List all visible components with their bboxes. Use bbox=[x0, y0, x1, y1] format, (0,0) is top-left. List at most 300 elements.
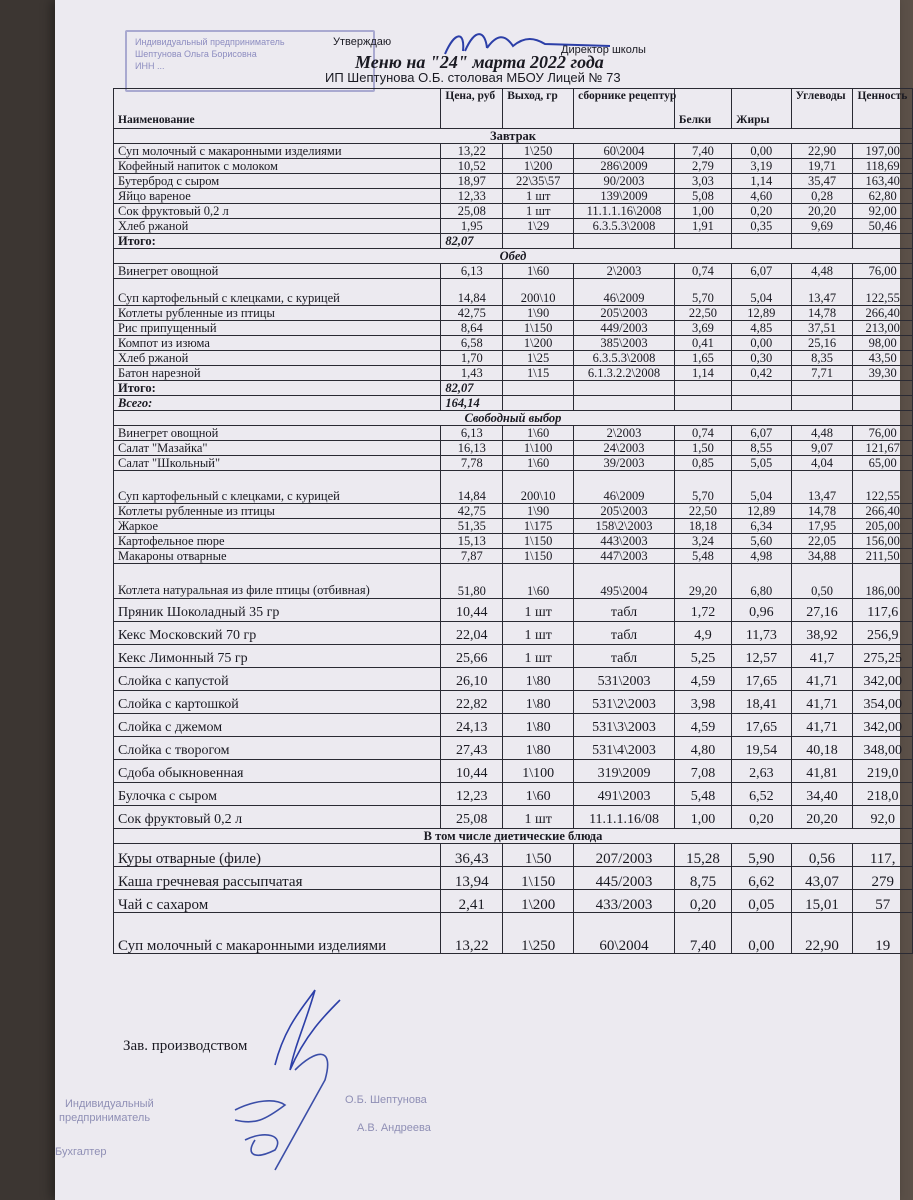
total-row bbox=[114, 396, 913, 411]
price-cell: 14,84 bbox=[441, 279, 503, 306]
carbs-cell: 20,20 bbox=[791, 204, 853, 219]
empty-cell bbox=[732, 396, 792, 411]
empty-cell bbox=[853, 234, 913, 249]
fat-cell: 4,85 bbox=[732, 321, 792, 336]
energy-cell: 354,00 bbox=[853, 691, 913, 714]
dish-name-cell: Котлеты рубленные из птицы bbox=[114, 504, 441, 519]
carbs-cell: 43,07 bbox=[791, 867, 853, 890]
fat-cell: 6,62 bbox=[732, 867, 792, 890]
energy-cell: 76,00 bbox=[853, 426, 913, 441]
price-cell: 8,64 bbox=[441, 321, 503, 336]
recipe-cell: 207/2003 bbox=[574, 844, 675, 867]
output-cell: 1\175 bbox=[503, 519, 574, 534]
dish-name-cell: Слойка с картошкой bbox=[114, 691, 441, 714]
total-row bbox=[114, 381, 913, 396]
energy-cell: 279 bbox=[853, 867, 913, 890]
table-row bbox=[114, 844, 913, 867]
output-cell: 1\150 bbox=[503, 534, 574, 549]
protein-cell: 22,50 bbox=[674, 504, 731, 519]
empty-cell bbox=[574, 234, 675, 249]
price-cell: 13,22 bbox=[441, 913, 503, 954]
energy-cell: 342,00 bbox=[853, 668, 913, 691]
carbs-cell: 17,95 bbox=[791, 519, 853, 534]
output-cell: 1\90 bbox=[503, 504, 574, 519]
output-cell: 1\200 bbox=[503, 336, 574, 351]
stamp-line: ИНН ... bbox=[135, 61, 165, 71]
recipe-cell: 60\2004 bbox=[574, 913, 675, 954]
recipe-cell: 60\2004 bbox=[574, 144, 675, 159]
recipe-cell: 2\2003 bbox=[574, 426, 675, 441]
table-row bbox=[114, 204, 913, 219]
fat-cell: 17,65 bbox=[732, 668, 792, 691]
carbs-cell: 22,05 bbox=[791, 534, 853, 549]
col-recipe: сборнике рецептур bbox=[574, 89, 675, 129]
price-cell: 15,13 bbox=[441, 534, 503, 549]
fat-cell: 18,41 bbox=[732, 691, 792, 714]
empty-cell bbox=[574, 381, 675, 396]
carbs-cell: 22,90 bbox=[791, 144, 853, 159]
carbs-cell: 9,69 bbox=[791, 219, 853, 234]
dish-name-cell: Батон нарезной bbox=[114, 366, 441, 381]
table-row bbox=[114, 174, 913, 189]
carbs-cell: 8,35 bbox=[791, 351, 853, 366]
head-of-production-label: Зав. производством bbox=[123, 1038, 248, 1054]
dish-name-cell: Кекс Лимонный 75 гр bbox=[114, 645, 441, 668]
price-cell: 13,94 bbox=[441, 867, 503, 890]
carbs-cell: 41,71 bbox=[791, 668, 853, 691]
fat-cell: 5,60 bbox=[732, 534, 792, 549]
empty-cell bbox=[503, 381, 574, 396]
energy-cell: 121,67 bbox=[853, 441, 913, 456]
empty-cell bbox=[732, 234, 792, 249]
output-cell: 1\150 bbox=[503, 549, 574, 564]
output-cell: 1\80 bbox=[503, 714, 574, 737]
table-row bbox=[114, 471, 913, 504]
dish-name-cell: Салат "Мазайка" bbox=[114, 441, 441, 456]
price-cell: 12,23 bbox=[441, 783, 503, 806]
energy-cell: 62,80 bbox=[853, 189, 913, 204]
fat-cell: 0,96 bbox=[732, 599, 792, 622]
page-title: Меню на "24" марта 2022 года bbox=[355, 52, 604, 72]
output-cell: 22\35\57 bbox=[503, 174, 574, 189]
recipe-cell: табл bbox=[574, 645, 675, 668]
protein-cell: 15,28 bbox=[674, 844, 731, 867]
empty-cell bbox=[791, 234, 853, 249]
carbs-cell: 0,28 bbox=[791, 189, 853, 204]
price-cell: 1,70 bbox=[441, 351, 503, 366]
recipe-cell: 447\2003 bbox=[574, 549, 675, 564]
energy-cell: 348,00 bbox=[853, 737, 913, 760]
recipe-cell: 6.1.3.2.2\2008 bbox=[574, 366, 675, 381]
total-label: Итого: bbox=[114, 381, 441, 396]
fat-cell: 0,05 bbox=[732, 890, 792, 913]
dish-name-cell: Картофельное пюре bbox=[114, 534, 441, 549]
dish-name-cell: Винегрет овощной bbox=[114, 264, 441, 279]
table-header-row bbox=[114, 89, 913, 129]
carbs-cell: 34,40 bbox=[791, 783, 853, 806]
protein-cell: 2,79 bbox=[674, 159, 731, 174]
price-cell: 42,75 bbox=[441, 504, 503, 519]
table-row bbox=[114, 599, 913, 622]
output-cell: 1 шт bbox=[503, 204, 574, 219]
protein-cell: 7,40 bbox=[674, 144, 731, 159]
total-row bbox=[114, 234, 913, 249]
recipe-cell: табл bbox=[574, 599, 675, 622]
empty-cell bbox=[791, 396, 853, 411]
energy-cell: 117,6 bbox=[853, 599, 913, 622]
dish-name-cell: Сок фруктовый 0,2 л bbox=[114, 204, 441, 219]
recipe-cell: 205\2003 bbox=[574, 306, 675, 321]
carbs-cell: 41,71 bbox=[791, 714, 853, 737]
energy-cell: 219,0 bbox=[853, 760, 913, 783]
table-row bbox=[114, 714, 913, 737]
price-cell: 6,13 bbox=[441, 264, 503, 279]
energy-cell: 218,0 bbox=[853, 783, 913, 806]
empty-cell bbox=[674, 396, 731, 411]
output-cell: 1\60 bbox=[503, 456, 574, 471]
table-row bbox=[114, 534, 913, 549]
total-label: Всего: bbox=[114, 396, 441, 411]
fat-cell: 17,65 bbox=[732, 714, 792, 737]
price-cell: 10,52 bbox=[441, 159, 503, 174]
table-row bbox=[114, 783, 913, 806]
carbs-cell: 20,20 bbox=[791, 806, 853, 829]
output-cell: 1\100 bbox=[503, 760, 574, 783]
protein-cell: 3,24 bbox=[674, 534, 731, 549]
recipe-cell: 46\2009 bbox=[574, 279, 675, 306]
price-cell: 14,84 bbox=[441, 471, 503, 504]
output-cell: 1 шт bbox=[503, 645, 574, 668]
protein-cell: 1,14 bbox=[674, 366, 731, 381]
price-cell: 7,78 bbox=[441, 456, 503, 471]
empty-cell bbox=[674, 234, 731, 249]
signer-name-1: О.Б. Шептунова bbox=[345, 1094, 427, 1106]
dish-name-cell: Слойка с капустой bbox=[114, 668, 441, 691]
carbs-cell: 0,56 bbox=[791, 844, 853, 867]
table-row bbox=[114, 159, 913, 174]
energy-cell: 275,25 bbox=[853, 645, 913, 668]
dish-name-cell: Бутерброд с сыром bbox=[114, 174, 441, 189]
energy-cell: 118,69 bbox=[853, 159, 913, 174]
recipe-cell: 6.3.5.3\2008 bbox=[574, 219, 675, 234]
dish-name-cell: Макароны отварные bbox=[114, 549, 441, 564]
carbs-cell: 41,7 bbox=[791, 645, 853, 668]
dish-name-cell: Суп молочный с макаронными изделиями bbox=[114, 913, 441, 954]
section-title-free: Свободный выбор bbox=[114, 411, 913, 426]
energy-cell: 65,00 bbox=[853, 456, 913, 471]
price-cell: 18,97 bbox=[441, 174, 503, 189]
price-cell: 1,95 bbox=[441, 219, 503, 234]
protein-cell: 4,59 bbox=[674, 714, 731, 737]
section-title-breakfast: Завтрак bbox=[114, 129, 913, 144]
lunch-section bbox=[114, 249, 913, 411]
dish-name-cell: Суп картофельный с клецками, с курицей bbox=[114, 471, 441, 504]
recipe-cell: табл bbox=[574, 622, 675, 645]
carbs-cell: 27,16 bbox=[791, 599, 853, 622]
energy-cell: 43,50 bbox=[853, 351, 913, 366]
background-left bbox=[0, 0, 60, 1200]
carbs-cell: 4,48 bbox=[791, 426, 853, 441]
recipe-cell: 39/2003 bbox=[574, 456, 675, 471]
recipe-cell: 205\2003 bbox=[574, 504, 675, 519]
protein-cell: 0,20 bbox=[674, 890, 731, 913]
carbs-cell: 9,07 bbox=[791, 441, 853, 456]
section-title-diet: В том числе диетические блюда bbox=[114, 829, 913, 844]
fat-cell: 6,07 bbox=[732, 264, 792, 279]
protein-cell: 8,75 bbox=[674, 867, 731, 890]
recipe-cell: 158\2\2003 bbox=[574, 519, 675, 534]
empty-cell bbox=[574, 396, 675, 411]
table-row bbox=[114, 144, 913, 159]
recipe-cell: 495\2004 bbox=[574, 564, 675, 599]
dish-name-cell: Жаркое bbox=[114, 519, 441, 534]
director-label: Директор школы bbox=[561, 44, 646, 56]
recipe-cell: 443\2003 bbox=[574, 534, 675, 549]
carbs-cell: 13,47 bbox=[791, 471, 853, 504]
table-row bbox=[114, 189, 913, 204]
recipe-cell: 6.3.5.3\2008 bbox=[574, 351, 675, 366]
carbs-cell: 41,81 bbox=[791, 760, 853, 783]
energy-cell: 50,46 bbox=[853, 219, 913, 234]
dish-name-cell: Слойка с творогом bbox=[114, 737, 441, 760]
dish-name-cell: Компот из изюма bbox=[114, 336, 441, 351]
protein-cell: 5,70 bbox=[674, 471, 731, 504]
price-cell: 1,43 bbox=[441, 366, 503, 381]
dish-name-cell: Котлеты рубленные из птицы bbox=[114, 306, 441, 321]
protein-cell: 7,08 bbox=[674, 760, 731, 783]
dish-name-cell: Каша гречневая рассыпчатая bbox=[114, 867, 441, 890]
protein-cell: 0,85 bbox=[674, 456, 731, 471]
price-cell: 25,08 bbox=[441, 806, 503, 829]
energy-cell: 92,00 bbox=[853, 204, 913, 219]
energy-cell: 163,40 bbox=[853, 174, 913, 189]
table-row bbox=[114, 219, 913, 234]
price-cell: 2,41 bbox=[441, 890, 503, 913]
energy-cell: 266,40 bbox=[853, 504, 913, 519]
energy-cell: 92,0 bbox=[853, 806, 913, 829]
table-row bbox=[114, 549, 913, 564]
carbs-cell: 37,51 bbox=[791, 321, 853, 336]
energy-cell: 213,00 bbox=[853, 321, 913, 336]
dish-name-cell: Хлеб ржаной bbox=[114, 351, 441, 366]
price-cell: 10,44 bbox=[441, 760, 503, 783]
recipe-cell: 531\3\2003 bbox=[574, 714, 675, 737]
table-row bbox=[114, 760, 913, 783]
stamp-bottom-line: предприниматель bbox=[59, 1112, 151, 1124]
price-cell: 25,08 bbox=[441, 204, 503, 219]
output-cell: 1\29 bbox=[503, 219, 574, 234]
fat-cell: 0,20 bbox=[732, 806, 792, 829]
table-row bbox=[114, 564, 913, 599]
recipe-cell: 531\4\2003 bbox=[574, 737, 675, 760]
fat-cell: 0,00 bbox=[732, 336, 792, 351]
output-cell: 1\80 bbox=[503, 737, 574, 760]
table-row bbox=[114, 441, 913, 456]
col-energy: Ценность bbox=[853, 89, 913, 129]
fat-cell: 5,05 bbox=[732, 456, 792, 471]
energy-cell: 256,9 bbox=[853, 622, 913, 645]
recipe-cell: 11.1.1.16/08 bbox=[574, 806, 675, 829]
approve-label: Утверждаю bbox=[333, 36, 392, 48]
carbs-cell: 25,16 bbox=[791, 336, 853, 351]
table-row bbox=[114, 336, 913, 351]
fat-cell: 19,54 bbox=[732, 737, 792, 760]
protein-cell: 1,65 bbox=[674, 351, 731, 366]
total-label: Итого: bbox=[114, 234, 441, 249]
table-row bbox=[114, 504, 913, 519]
table-row bbox=[114, 321, 913, 336]
dish-name-cell: Пряник Шоколадный 35 гр bbox=[114, 599, 441, 622]
price-cell: 22,82 bbox=[441, 691, 503, 714]
empty-cell bbox=[503, 234, 574, 249]
protein-cell: 1,72 bbox=[674, 599, 731, 622]
recipe-cell: 319\2009 bbox=[574, 760, 675, 783]
output-cell: 1\25 bbox=[503, 351, 574, 366]
price-cell: 25,66 bbox=[441, 645, 503, 668]
protein-cell: 5,48 bbox=[674, 783, 731, 806]
recipe-cell: 11.1.1.16\2008 bbox=[574, 204, 675, 219]
price-cell: 13,22 bbox=[441, 144, 503, 159]
protein-cell: 22,50 bbox=[674, 306, 731, 321]
price-cell: 24,13 bbox=[441, 714, 503, 737]
fat-cell: 8,55 bbox=[732, 441, 792, 456]
table-row bbox=[114, 691, 913, 714]
table-row bbox=[114, 456, 913, 471]
menu-table bbox=[113, 88, 913, 954]
dish-name-cell: Слойка с джемом bbox=[114, 714, 441, 737]
protein-cell: 5,08 bbox=[674, 189, 731, 204]
carbs-cell: 38,92 bbox=[791, 622, 853, 645]
carbs-cell: 7,71 bbox=[791, 366, 853, 381]
recipe-cell: 445/2003 bbox=[574, 867, 675, 890]
carbs-cell: 13,47 bbox=[791, 279, 853, 306]
menu-sheet bbox=[55, 0, 908, 1200]
stamp-bottom-line: Индивидуальный bbox=[65, 1098, 154, 1110]
price-cell: 51,80 bbox=[441, 564, 503, 599]
protein-cell: 1,00 bbox=[674, 204, 731, 219]
price-cell: 12,33 bbox=[441, 189, 503, 204]
fat-cell: 4,98 bbox=[732, 549, 792, 564]
empty-cell bbox=[853, 396, 913, 411]
protein-cell: 1,50 bbox=[674, 441, 731, 456]
energy-cell: 19 bbox=[853, 913, 913, 954]
section-title-lunch: Обед bbox=[114, 249, 913, 264]
output-cell: 1 шт bbox=[503, 622, 574, 645]
table-row bbox=[114, 351, 913, 366]
fat-cell: 12,89 bbox=[732, 306, 792, 321]
energy-cell: 117, bbox=[853, 844, 913, 867]
carbs-cell: 4,48 bbox=[791, 264, 853, 279]
free-choice-section bbox=[114, 411, 913, 829]
output-cell: 1 шт bbox=[503, 599, 574, 622]
fat-cell: 11,73 bbox=[732, 622, 792, 645]
dish-name-cell: Суп картофельный с клецками, с курицей bbox=[114, 279, 441, 306]
dish-name-cell: Суп молочный с макаронными изделиями bbox=[114, 144, 441, 159]
col-carbs: Углеводы bbox=[791, 89, 853, 129]
carbs-cell: 41,71 bbox=[791, 691, 853, 714]
protein-cell: 0,74 bbox=[674, 264, 731, 279]
price-cell: 42,75 bbox=[441, 306, 503, 321]
table-row bbox=[114, 806, 913, 829]
table-row bbox=[114, 279, 913, 306]
carbs-cell: 40,18 bbox=[791, 737, 853, 760]
protein-cell: 29,20 bbox=[674, 564, 731, 599]
output-cell: 1\200 bbox=[503, 159, 574, 174]
dish-name-cell: Котлета натуральная из филе птицы (отбивная) bbox=[114, 564, 441, 599]
carbs-cell: 22,90 bbox=[791, 913, 853, 954]
empty-cell bbox=[791, 381, 853, 396]
energy-cell: 211,50 bbox=[853, 549, 913, 564]
price-cell: 27,43 bbox=[441, 737, 503, 760]
table-row bbox=[114, 913, 913, 954]
protein-cell: 4,59 bbox=[674, 668, 731, 691]
output-cell: 1\200 bbox=[503, 890, 574, 913]
col-fat: Жиры bbox=[732, 89, 792, 129]
empty-cell bbox=[503, 396, 574, 411]
table-row bbox=[114, 264, 913, 279]
table-row bbox=[114, 519, 913, 534]
recipe-cell: 491\2003 bbox=[574, 783, 675, 806]
price-cell: 22,04 bbox=[441, 622, 503, 645]
energy-cell: 122,55 bbox=[853, 279, 913, 306]
price-cell: 51,35 bbox=[441, 519, 503, 534]
carbs-cell: 0,50 bbox=[791, 564, 853, 599]
energy-cell: 205,00 bbox=[853, 519, 913, 534]
protein-cell: 5,70 bbox=[674, 279, 731, 306]
fat-cell: 0,00 bbox=[732, 144, 792, 159]
total-value: 82,07 bbox=[441, 381, 503, 396]
protein-cell: 1,00 bbox=[674, 806, 731, 829]
carbs-cell: 35,47 bbox=[791, 174, 853, 189]
output-cell: 1\100 bbox=[503, 441, 574, 456]
table-row bbox=[114, 622, 913, 645]
energy-cell: 156,00 bbox=[853, 534, 913, 549]
table-row bbox=[114, 366, 913, 381]
output-cell: 1\150 bbox=[503, 321, 574, 336]
output-cell: 1\80 bbox=[503, 691, 574, 714]
output-cell: 200\10 bbox=[503, 471, 574, 504]
table-row bbox=[114, 737, 913, 760]
energy-cell: 122,55 bbox=[853, 471, 913, 504]
table-row bbox=[114, 867, 913, 890]
recipe-cell: 286\2009 bbox=[574, 159, 675, 174]
price-cell: 6,58 bbox=[441, 336, 503, 351]
table-row bbox=[114, 306, 913, 321]
total-value: 164,14 bbox=[441, 396, 503, 411]
recipe-cell: 139\2009 bbox=[574, 189, 675, 204]
dish-name-cell: Хлеб ржаной bbox=[114, 219, 441, 234]
dish-name-cell: Кекс Московский 70 гр bbox=[114, 622, 441, 645]
protein-cell: 4,9 bbox=[674, 622, 731, 645]
price-cell: 16,13 bbox=[441, 441, 503, 456]
output-cell: 1 шт bbox=[503, 806, 574, 829]
empty-cell bbox=[674, 381, 731, 396]
table-row bbox=[114, 645, 913, 668]
fat-cell: 3,19 bbox=[732, 159, 792, 174]
dish-name-cell: Винегрет овощной bbox=[114, 426, 441, 441]
recipe-cell: 531\2003 bbox=[574, 668, 675, 691]
energy-cell: 76,00 bbox=[853, 264, 913, 279]
table-row bbox=[114, 890, 913, 913]
output-cell: 1\150 bbox=[503, 867, 574, 890]
recipe-cell: 24\2003 bbox=[574, 441, 675, 456]
energy-cell: 57 bbox=[853, 890, 913, 913]
dish-name-cell: Сок фруктовый 0,2 л bbox=[114, 806, 441, 829]
approval-block bbox=[333, 36, 646, 56]
table-row bbox=[114, 668, 913, 691]
fat-cell: 1,14 bbox=[732, 174, 792, 189]
fat-cell: 0,30 bbox=[732, 351, 792, 366]
